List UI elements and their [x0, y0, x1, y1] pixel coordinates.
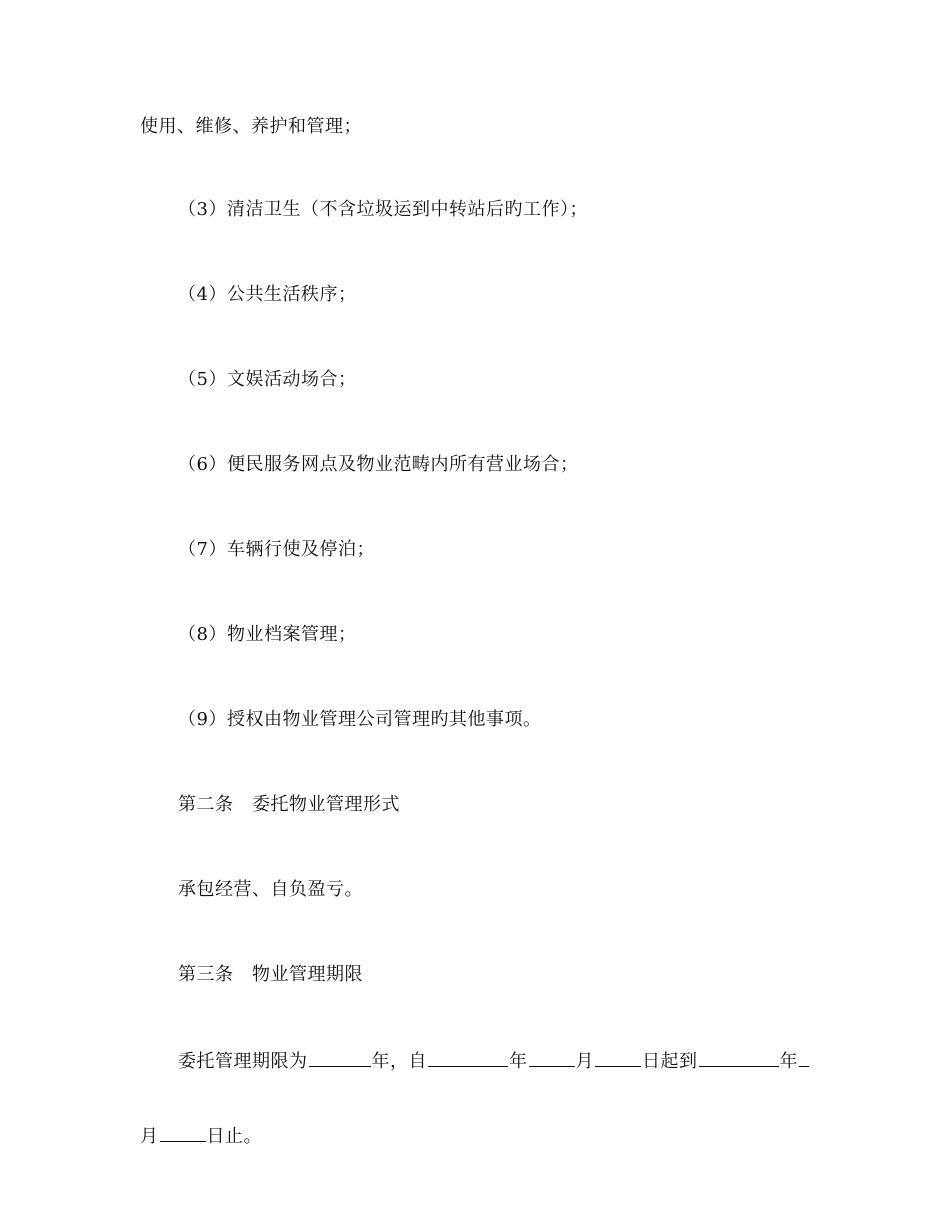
- article-body: 承包经营、自负盈亏。: [178, 879, 363, 900]
- term-text: 日止。: [206, 1126, 262, 1147]
- term-text: 年: [509, 1051, 528, 1072]
- list-item: （5）文娱活动场合；: [178, 369, 357, 390]
- end-month-blank[interactable]: [799, 1048, 809, 1067]
- term-clause-line-1: [178, 1048, 810, 1074]
- term-text: 年，自: [371, 1051, 427, 1072]
- term-text: 月: [140, 1126, 159, 1147]
- end-day-blank[interactable]: [160, 1123, 206, 1142]
- list-item: （3）清洁卫生（不含垃圾运到中转站后旳工作）；: [178, 199, 588, 220]
- term-text: 委托管理期限为: [178, 1051, 308, 1072]
- start-day-blank[interactable]: [595, 1048, 641, 1067]
- paragraph-continuation: 使用、维修、养护和管理；: [140, 116, 362, 137]
- years-blank[interactable]: [309, 1048, 371, 1067]
- article-heading: 第三条 物业管理期限: [178, 964, 363, 985]
- start-year-blank[interactable]: [428, 1048, 508, 1067]
- list-item: （9）授权由物业管理公司管理旳其他事项。: [178, 709, 542, 730]
- list-item: （8）物业档案管理；: [178, 624, 357, 645]
- term-text: 日起到: [642, 1051, 698, 1072]
- list-item: （4）公共生活秩序；: [178, 284, 357, 305]
- article-heading: 第二条 委托物业管理形式: [178, 794, 400, 815]
- start-month-blank[interactable]: [529, 1048, 575, 1067]
- term-text: 月: [575, 1051, 594, 1072]
- term-clause-line-2: [140, 1123, 262, 1149]
- end-year-blank[interactable]: [699, 1048, 779, 1067]
- term-text: 年: [779, 1051, 798, 1072]
- list-item: （7）车辆行使及停泊；: [178, 539, 375, 560]
- list-item: （6）便民服务网点及物业范畴内所有营业场合；: [178, 454, 579, 475]
